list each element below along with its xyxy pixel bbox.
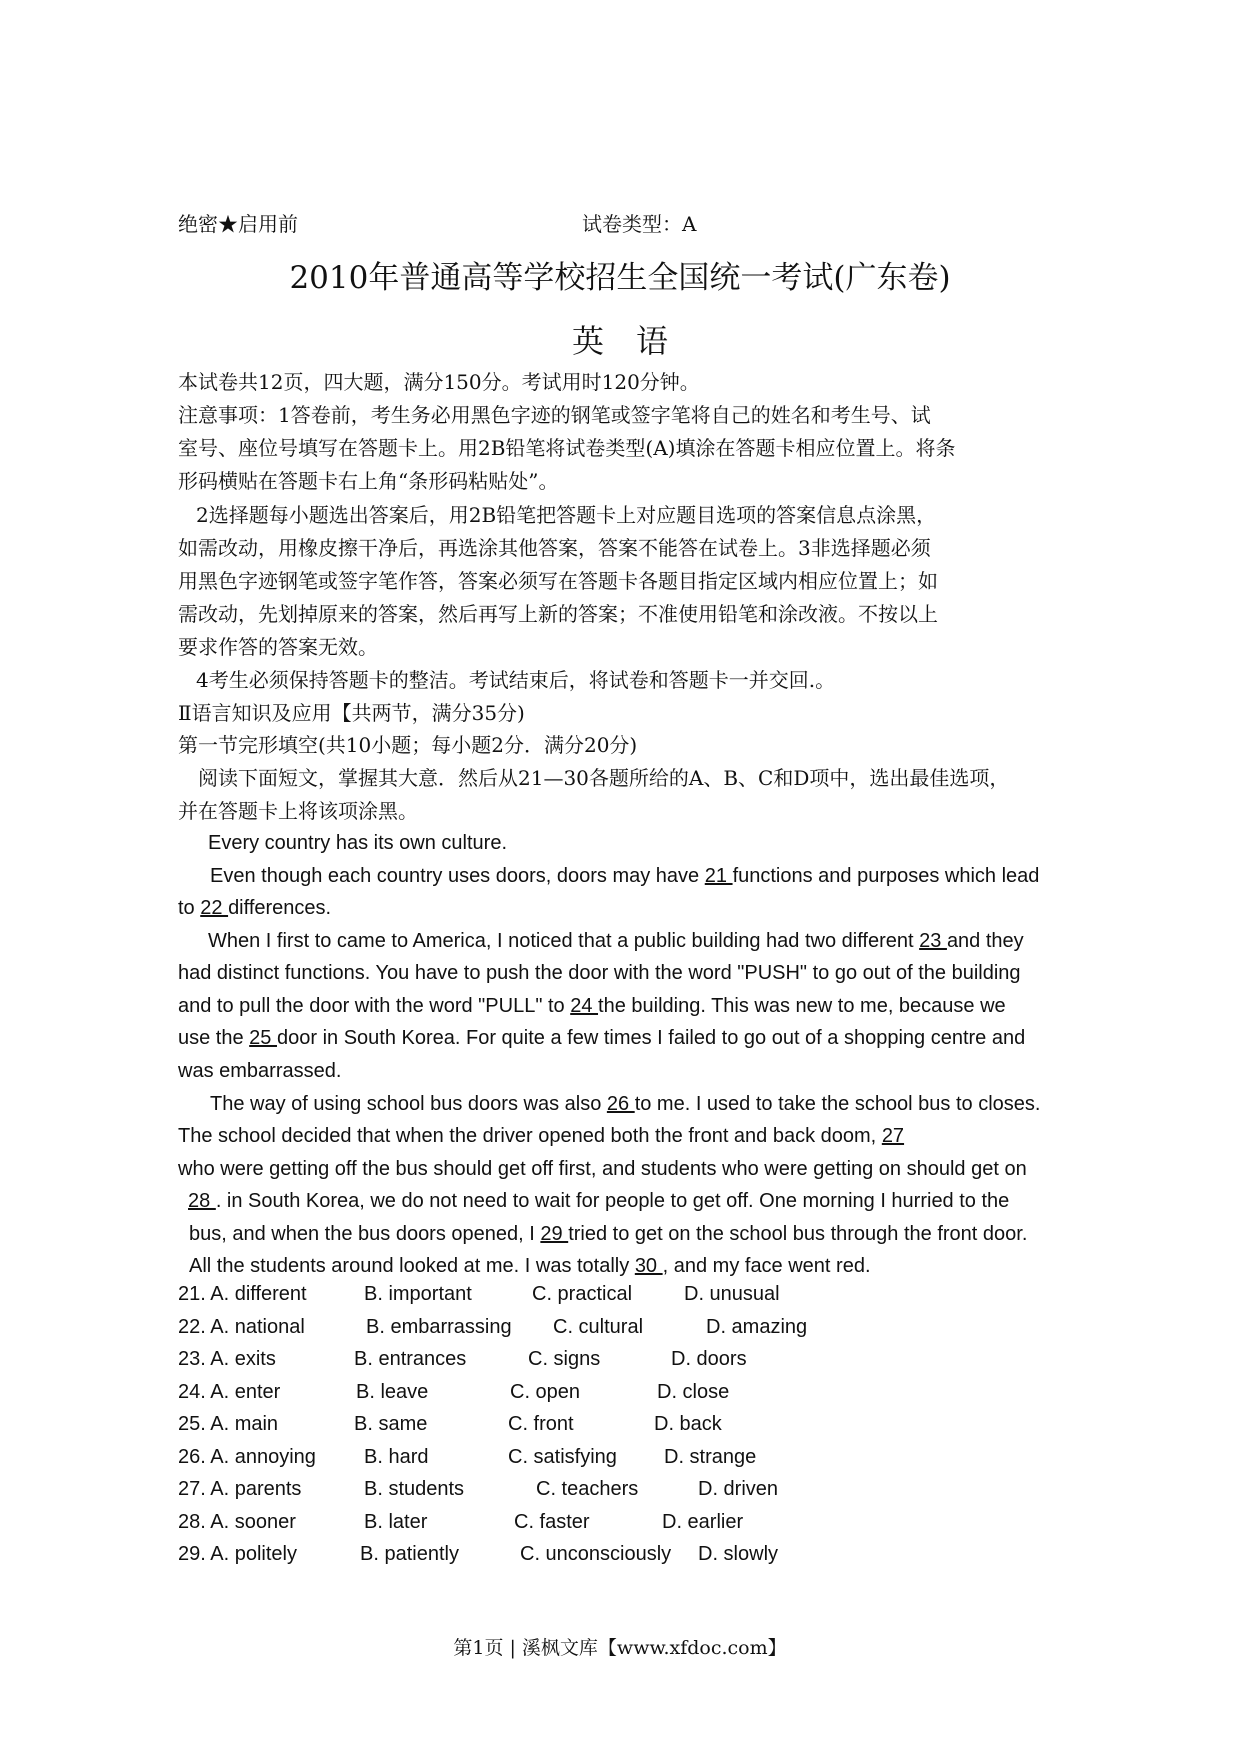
passage-line bbox=[178, 957, 1021, 989]
passage-text: bus, and when the bus doors opened, I bbox=[189, 1223, 541, 1245]
option-c: C. signs bbox=[528, 1348, 601, 1370]
passage-line bbox=[178, 1055, 341, 1087]
option-b: B. later bbox=[364, 1511, 428, 1533]
option-d: D. close bbox=[657, 1381, 730, 1403]
passage-text: When I first to came to America, I noticed that a public building had two different bbox=[208, 930, 920, 952]
passage-text: and they bbox=[946, 930, 1024, 952]
blank-27: 27 bbox=[881, 1125, 905, 1147]
instructions-note-2d: 需改动，先划掉原来的答案，然后再写上新的答案；不准使用铅笔和涂改液。不按以上 bbox=[178, 602, 938, 626]
blank-22: 22 bbox=[200, 897, 229, 919]
passage-line bbox=[178, 1153, 1027, 1185]
passage-text: door in South Korea. For quite a few times I failed to go out of a shopping centre and bbox=[276, 1027, 1026, 1049]
option-b: B. hard bbox=[364, 1446, 429, 1468]
passage-text: Even though each country uses doors, doors may have bbox=[210, 865, 705, 887]
option-d: D. doors bbox=[671, 1348, 747, 1370]
passage-text: The school decided that when the driver opened both the front and back doom, bbox=[178, 1125, 882, 1147]
question-number-option-a: 21. A. different bbox=[178, 1283, 307, 1305]
instructions-note-2e: 要求作答的答案无效。 bbox=[178, 635, 378, 659]
question-number-option-a: 25. A. main bbox=[178, 1413, 279, 1435]
blank-29: 29 bbox=[540, 1223, 569, 1245]
section1-heading: 第一节完形填空(共10小题；每小题2分．满分20分) bbox=[178, 733, 638, 757]
option-c: C. faster bbox=[514, 1511, 590, 1533]
passage-line bbox=[210, 1088, 1040, 1120]
option-d: D. driven bbox=[698, 1478, 779, 1500]
instructions-note-1a: 注意事项：1答卷前，考生务必用黑色字迹的钢笔或签字笔将自己的姓名和考生号、试 bbox=[178, 403, 931, 427]
directions-line-b: 并在答题卡上将该项涂黑。 bbox=[178, 799, 418, 823]
option-b: B. students bbox=[364, 1478, 465, 1500]
question-number-option-a: 22. A. national bbox=[178, 1316, 305, 1338]
blank-23: 23 bbox=[919, 930, 947, 952]
blank-24: 24 bbox=[570, 995, 599, 1017]
passage-line bbox=[178, 1120, 904, 1152]
option-d: D. slowly bbox=[698, 1543, 779, 1565]
instructions-intro: 本试卷共12页，四大题，满分150分。考试用时120分钟。 bbox=[178, 370, 700, 394]
blank-30: 30 bbox=[634, 1255, 663, 1277]
question-number-option-a: 26. A. annoying bbox=[178, 1446, 316, 1468]
passage-line bbox=[189, 1250, 871, 1282]
passage-text: tried to get on the school bus through the front door. bbox=[568, 1223, 1028, 1245]
option-d: D. unusual bbox=[684, 1283, 780, 1305]
option-d: D. back bbox=[654, 1413, 722, 1435]
option-d: D. strange bbox=[664, 1446, 757, 1468]
option-b: B. leave bbox=[356, 1381, 429, 1403]
passage-line bbox=[188, 1185, 1009, 1217]
blank-25: 25 bbox=[249, 1027, 277, 1049]
passage-text: Every country has its own culture. bbox=[208, 832, 508, 854]
instructions-note-2a: 2选择题每小题选出答案后，用2B铅笔把答题卡上对应题目选项的答案信息点涂黑， bbox=[196, 503, 937, 527]
option-b: B. same bbox=[354, 1413, 428, 1435]
passage-text: , and my face went red. bbox=[662, 1255, 871, 1277]
option-c: C. teachers bbox=[536, 1478, 639, 1500]
passage-text: functions and purposes which lead bbox=[732, 865, 1040, 887]
instructions-note-2b: 如需改动，用橡皮擦干净后，再选涂其他答案，答案不能答在试卷上。3非选择题必须 bbox=[178, 536, 931, 560]
passage-text: differences. bbox=[228, 897, 332, 919]
instructions-note-1b: 室号、座位号填写在答题卡上。用2B铅笔将试卷类型(A)填涂在答题卡相应位置上。将条 bbox=[178, 436, 956, 460]
blank-26: 26 bbox=[606, 1093, 635, 1115]
question-number-option-a: 23. A. exits bbox=[178, 1348, 276, 1370]
directions-line-a: 阅读下面短文，掌握其大意．然后从21—30各题所给的A、B、C和D项中，选出最佳选项， bbox=[198, 766, 1010, 790]
passage-text: use the bbox=[178, 1027, 250, 1049]
passage-line bbox=[178, 1022, 1025, 1054]
option-b: B. important bbox=[364, 1283, 472, 1305]
question-number-option-a: 28. A. sooner bbox=[178, 1511, 296, 1533]
option-c: C. practical bbox=[532, 1283, 633, 1305]
passage-text: and to pull the door with the word "PULL" to bbox=[178, 995, 571, 1017]
passage-text: to me. I used to take the school bus to closes. bbox=[634, 1093, 1041, 1115]
passage-line bbox=[189, 1218, 1027, 1250]
option-c: C. open bbox=[510, 1381, 581, 1403]
passage-text: who were getting off the bus should get off first, and students who were getting on should get on bbox=[178, 1158, 1027, 1180]
option-b: B. embarrassing bbox=[366, 1316, 512, 1338]
blank-21: 21 bbox=[704, 865, 733, 887]
paper-type-label: 试卷类型：A bbox=[582, 212, 697, 236]
option-d: D. amazing bbox=[706, 1316, 808, 1338]
option-c: C. unconsciously bbox=[520, 1543, 672, 1565]
passage-text: . in South Korea, we do not need to wait for people to get off. One morning I hurried to the bbox=[215, 1190, 1010, 1212]
option-b: B. patiently bbox=[360, 1543, 459, 1565]
secret-label: 绝密★启用前 bbox=[178, 212, 298, 236]
part2-heading: Ⅱ语言知识及应用【共两节，满分35分) bbox=[178, 701, 525, 725]
page-footer: 第1页 | 溪枫文库【www.xfdoc.com】 bbox=[453, 1637, 787, 1659]
question-number-option-a: 27. A. parents bbox=[178, 1478, 302, 1500]
instructions-note-1c: 形码横贴在答题卡右上角“条形码粘贴处”。 bbox=[178, 469, 559, 493]
passage-line bbox=[208, 925, 1024, 957]
passage-line bbox=[178, 892, 331, 924]
option-d: D. earlier bbox=[662, 1511, 744, 1533]
passage-line bbox=[178, 990, 1006, 1022]
question-number-option-a: 29. A. politely bbox=[178, 1543, 297, 1565]
passage-text: All the students around looked at me. I was totally bbox=[189, 1255, 635, 1277]
instructions-note-2c: 用黑色字迹钢笔或签字笔作答，答案必须写在答题卡各题目指定区域内相应位置上；如 bbox=[178, 569, 938, 593]
passage-line bbox=[210, 860, 1039, 892]
passage-text: the building. This was new to me, because we bbox=[598, 995, 1006, 1017]
passage-text: was embarrassed. bbox=[178, 1060, 342, 1082]
option-b: B. entrances bbox=[354, 1348, 467, 1370]
option-c: C. cultural bbox=[553, 1316, 644, 1338]
subject-title: 英 语 bbox=[571, 322, 668, 360]
passage-text: had distinct functions. You have to push the door with the word "PUSH" to go out of the building bbox=[178, 962, 1021, 984]
exam-title: 2010年普通高等学校招生全国统一考试(广东卷) bbox=[289, 260, 951, 296]
instructions-note-4: 4考生必须保持答题卡的整洁。考试结束后，将试卷和答题卡一并交回.。 bbox=[196, 668, 836, 692]
blank-28: 28 bbox=[188, 1190, 216, 1212]
passage-line bbox=[208, 827, 507, 859]
question-number-option-a: 24. A. enter bbox=[178, 1381, 281, 1403]
option-c: C. satisfying bbox=[508, 1446, 617, 1468]
option-c: C. front bbox=[508, 1413, 574, 1435]
passage-text: The way of using school bus doors was also bbox=[210, 1093, 607, 1115]
passage-text: to bbox=[178, 897, 201, 919]
